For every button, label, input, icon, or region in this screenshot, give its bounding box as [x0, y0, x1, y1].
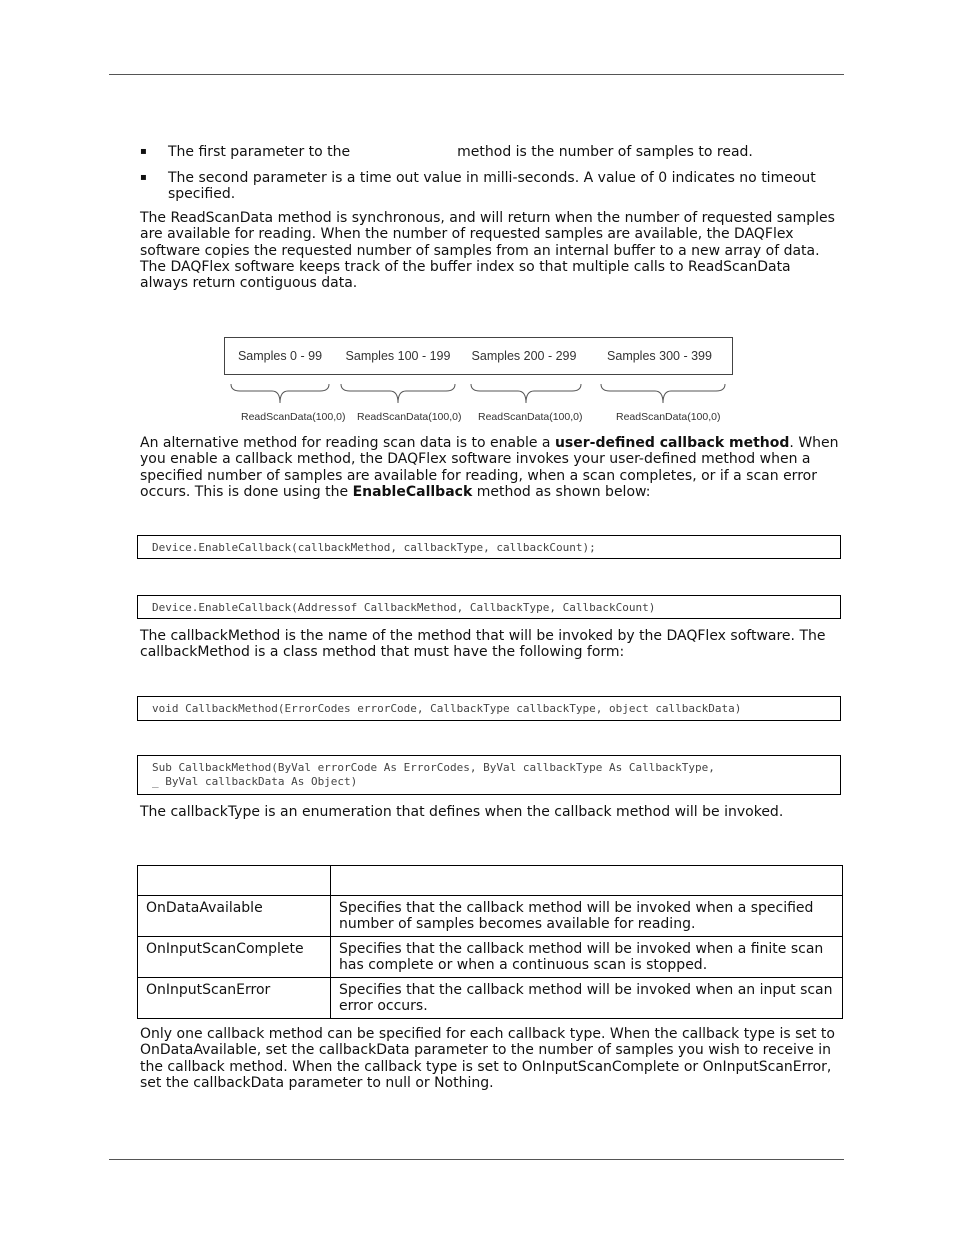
brace-3 [470, 383, 582, 405]
table-header-cell [138, 866, 331, 896]
read-label-1: ReadScanData(100,0) [241, 411, 346, 423]
header-rule [109, 74, 844, 75]
code-signature-cs: void CallbackMethod(ErrorCodes errorCode, CallbackType callbackType, object callbackData) [137, 696, 841, 721]
table-row [138, 896, 843, 937]
callback-type-name: OnDataAvailable [138, 896, 331, 937]
sample-box-2: Samples 100 - 199 [335, 337, 462, 375]
callback-type-desc: Specifies that the callback method will be invoked when a specified number of samples becomes available for reading. [331, 896, 843, 937]
alt-text-1: An alternative method for reading scan data is to enable a [140, 435, 555, 451]
alt-text-2: . When you enable a callback method, the DAQFlex software invokes your user-defined method when a specified number of samples are available for reading, when a scan completes, or if a scan error occurs. This is done using the [140, 435, 839, 500]
callback-type-table [137, 865, 843, 1019]
footer-rule [109, 1159, 844, 1160]
code-vb-line-1: Sub CallbackMethod(ByVal errorCode As ErrorCodes, ByVal callbackType As CallbackType, [152, 761, 715, 774]
callback-type-desc: Specifies that the callback method will be invoked when a finite scan has complete or when a continuous scan is stopped. [331, 937, 843, 978]
brace-4 [600, 383, 726, 405]
bullet-marker: ▪ [140, 172, 147, 183]
table-row [138, 937, 843, 978]
paragraph-final: Only one callback method can be specified for each callback type. When the callback type is set to OnDataAvailable, set the callbackData parameter to the number of samples you wish to receive in the callback method. When the callback type is set to OnInputScanComplete or OnInputScanError, set the callbackData parameter to null or Nothing. [140, 1026, 835, 1091]
bullet-marker: ▪ [140, 146, 147, 157]
alt-bold-1: user-defined callback method [554, 435, 790, 451]
read-label-2: ReadScanData(100,0) [357, 411, 462, 423]
brace-1 [230, 383, 330, 405]
table-row [138, 978, 843, 1019]
bullet-item-1 [168, 144, 828, 160]
paragraph-callback-method: The callbackMethod is the name of the method that will be invoked by the DAQFlex software. The callbackMethod is a class method that must have the following form: [140, 628, 826, 661]
code-vb-line-2: _ ByVal callbackData As Object) [152, 775, 358, 788]
read-label-4: ReadScanData(100,0) [616, 411, 721, 423]
alt-text-3: method as shown below: [472, 483, 651, 500]
table-header-row [138, 866, 843, 896]
callback-type-desc: Specifies that the callback method will be invoked when an input scan error occurs. [331, 978, 843, 1019]
brace-2 [340, 383, 456, 405]
code-enable-callback-cs: Device.EnableCallback(callbackMethod, callbackType, callbackCount); [137, 535, 841, 559]
code-signature-vb [137, 755, 841, 795]
read-label-3: ReadScanData(100,0) [478, 411, 583, 423]
alt-bold-2: EnableCallback [352, 483, 473, 500]
paragraph-alternative [140, 435, 840, 500]
sample-box-3: Samples 200 - 299 [461, 337, 588, 375]
sample-box-4: Samples 300 - 399 [587, 337, 733, 375]
paragraph-synchronous: The ReadScanData method is synchronous, and will return when the number of requested samples are available for reading. When the number of requested samples are available, the DAQFlex software copies the requested number of samples from an internal buffer to a new array of data. The DAQFlex software keeps track of the buffer index so that multiple calls to ReadScanData always return contiguous data. [140, 210, 835, 292]
bullet-1-before: The first parameter to the [168, 144, 351, 160]
callback-type-name: OnInputScanError [138, 978, 331, 1019]
paragraph-callback-type: The callbackType is an enumeration that defines when the callback method will be invoked. [140, 804, 784, 820]
bullet-item-2: The second parameter is a time out value in milli-seconds. A value of 0 indicates no timeout specified. [168, 170, 816, 202]
sample-box-1: Samples 0 - 99 [224, 337, 336, 375]
table-header-cell [331, 866, 843, 896]
bullet-1-after: method is the number of samples to read. [457, 144, 753, 160]
callback-type-name: OnInputScanComplete [138, 937, 331, 978]
buffer-diagram [224, 337, 734, 429]
code-enable-callback-vb: Device.EnableCallback(Addressof CallbackMethod, CallbackType, CallbackCount) [137, 595, 841, 619]
